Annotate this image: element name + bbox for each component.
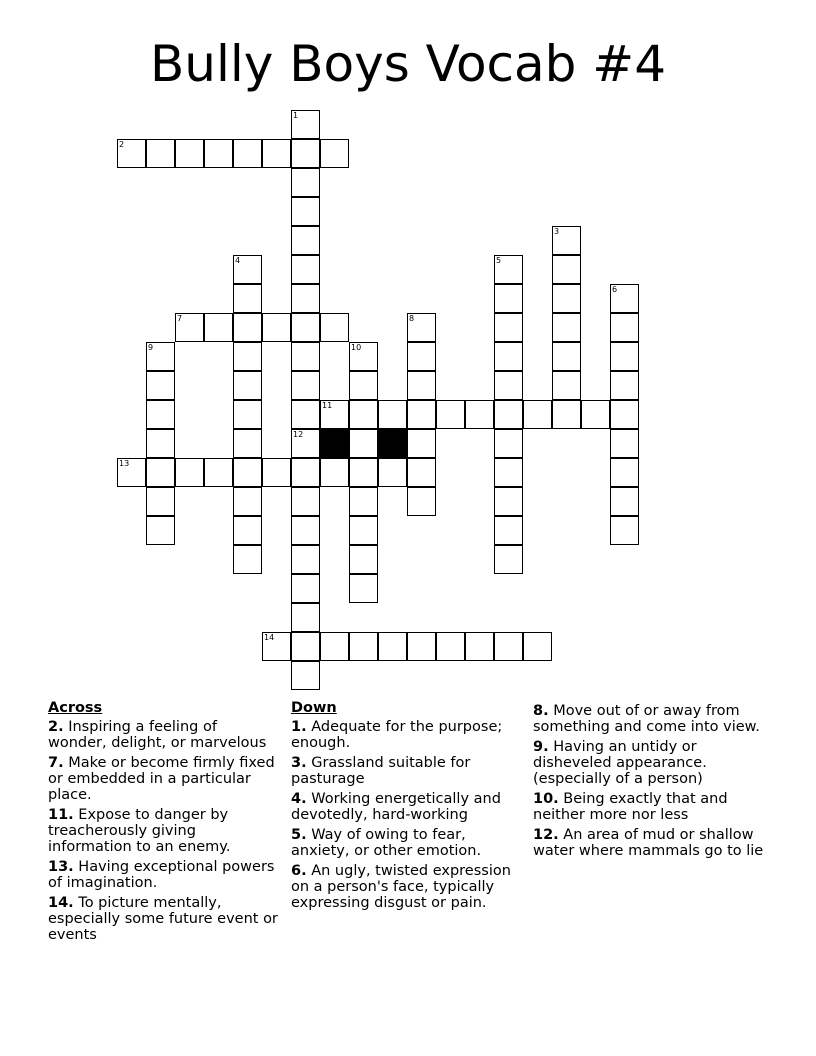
grid-cell[interactable]	[146, 516, 175, 545]
grid-cell[interactable]	[291, 632, 320, 661]
grid-cell[interactable]	[436, 400, 465, 429]
grid-cell[interactable]	[494, 284, 523, 313]
grid-cell[interactable]	[204, 139, 233, 168]
grid-cell[interactable]	[378, 400, 407, 429]
grid-cell[interactable]	[291, 255, 320, 284]
clue-text: Having an untidy or disheveled appearance. (especially of a person)	[533, 739, 707, 787]
grid-cell[interactable]	[349, 574, 378, 603]
grid-cell[interactable]	[291, 429, 320, 458]
grid-cell[interactable]	[465, 632, 494, 661]
clue-number: 13.	[48, 859, 74, 875]
grid-cell[interactable]	[494, 632, 523, 661]
cell-number: 1	[293, 111, 299, 120]
grid-cell[interactable]	[291, 661, 320, 690]
down-clues-column-1	[291, 700, 523, 915]
grid-cell[interactable]	[552, 371, 581, 400]
grid-cell[interactable]	[291, 110, 320, 139]
clue-down-3	[291, 755, 523, 787]
clue-number: 5.	[291, 827, 307, 843]
grid-cell[interactable]	[291, 284, 320, 313]
grid-cell[interactable]	[494, 371, 523, 400]
clue-number: 9.	[533, 739, 549, 755]
grid-cell[interactable]	[291, 313, 320, 342]
grid-cell[interactable]	[262, 313, 291, 342]
clue-across-7	[48, 755, 278, 803]
grid-cell[interactable]	[320, 400, 349, 429]
grid-cell[interactable]	[610, 516, 639, 545]
grid-cell[interactable]	[494, 545, 523, 574]
grid-cell[interactable]	[407, 313, 436, 342]
grid-cell[interactable]	[146, 400, 175, 429]
across-clues	[48, 700, 278, 947]
grid-cell[interactable]	[610, 458, 639, 487]
grid-cell[interactable]	[291, 400, 320, 429]
cell-number: 7	[177, 314, 183, 323]
clue-number: 11.	[48, 807, 74, 823]
grid-cell[interactable]	[494, 342, 523, 371]
clue-text: Way of owing to fear, anxiety, or other emotion.	[291, 827, 482, 859]
grid-cell[interactable]	[552, 284, 581, 313]
grid-cell[interactable]	[552, 400, 581, 429]
grid-cell[interactable]	[146, 139, 175, 168]
grid-cell[interactable]	[552, 313, 581, 342]
grid-cell[interactable]	[349, 516, 378, 545]
grid-cell[interactable]	[494, 429, 523, 458]
grid-cell[interactable]	[407, 487, 436, 516]
clue-number: 12.	[533, 827, 559, 843]
cell-number: 6	[612, 285, 618, 294]
grid-cell[interactable]	[146, 429, 175, 458]
grid-cell[interactable]	[291, 342, 320, 371]
grid-cell[interactable]	[349, 545, 378, 574]
grid-cell[interactable]	[610, 400, 639, 429]
grid-cell[interactable]	[407, 458, 436, 487]
clue-text: To picture mentally, especially some future event or events	[48, 895, 278, 943]
grid-cell[interactable]	[291, 168, 320, 197]
across-heading: Across	[48, 700, 103, 716]
grid-cell[interactable]	[320, 139, 349, 168]
grid-cell[interactable]	[233, 371, 262, 400]
clue-across-14	[48, 895, 278, 943]
clue-text: Working energetically and devotedly, hard-working	[291, 791, 501, 823]
grid-cell[interactable]	[233, 487, 262, 516]
grid-cell[interactable]	[204, 458, 233, 487]
cell-number: 3	[554, 227, 560, 236]
clue-number: 7.	[48, 755, 64, 771]
grid-cell[interactable]	[610, 487, 639, 516]
clue-text: Move out of or away from something and come into view.	[533, 703, 760, 735]
clue-text: Having exceptional powers of imagination.	[48, 859, 275, 891]
grid-cell[interactable]	[291, 458, 320, 487]
grid-cell[interactable]	[407, 632, 436, 661]
grid-cell[interactable]	[378, 632, 407, 661]
grid-cell[interactable]	[233, 545, 262, 574]
grid-cell[interactable]	[146, 371, 175, 400]
grid-cell[interactable]	[146, 487, 175, 516]
cell-number: 14	[264, 633, 275, 642]
grid-cell[interactable]	[552, 226, 581, 255]
clue-down-8	[533, 703, 773, 735]
cell-number: 13	[119, 459, 130, 468]
cell-number: 2	[119, 140, 125, 149]
grid-cell[interactable]	[610, 429, 639, 458]
clue-down-5	[291, 827, 523, 859]
clue-number: 10.	[533, 791, 559, 807]
grid-cell[interactable]	[610, 342, 639, 371]
grid-cell[interactable]	[407, 429, 436, 458]
grid-cell[interactable]	[581, 400, 610, 429]
clue-down-9	[533, 739, 773, 787]
cell-number: 4	[235, 256, 241, 265]
grid-cell[interactable]	[494, 313, 523, 342]
clue-down-12	[533, 827, 773, 859]
clue-text: Being exactly that and neither more nor less	[533, 791, 728, 823]
cell-number: 5	[496, 256, 502, 265]
clue-text: An ugly, twisted expression on a person's face, typically expressing disgust or pain.	[291, 863, 511, 911]
grid-cell[interactable]	[523, 632, 552, 661]
puzzle-title: Bully Boys Vocab #4	[149, 35, 667, 93]
grid-cell[interactable]	[146, 458, 175, 487]
clue-number: 2.	[48, 719, 64, 735]
grid-cell[interactable]	[233, 139, 262, 168]
grid-cell[interactable]	[349, 487, 378, 516]
grid-cell[interactable]	[610, 371, 639, 400]
grid-cell[interactable]	[349, 458, 378, 487]
grid-cell[interactable]	[291, 574, 320, 603]
grid-cell[interactable]	[291, 516, 320, 545]
clue-number: 8.	[533, 703, 549, 719]
grid-cell[interactable]	[610, 313, 639, 342]
clue-number: 14.	[48, 895, 74, 911]
grid-cell[interactable]	[465, 400, 494, 429]
cell-number: 9	[148, 343, 154, 352]
grid-cell[interactable]	[320, 458, 349, 487]
grid-cell[interactable]	[233, 429, 262, 458]
grid-cell[interactable]	[349, 400, 378, 429]
grid-cell[interactable]	[291, 545, 320, 574]
grid-cell[interactable]	[349, 342, 378, 371]
clue-number: 1.	[291, 719, 307, 735]
cell-number: 8	[409, 314, 415, 323]
grid-cell[interactable]	[233, 313, 262, 342]
grid-cell[interactable]	[407, 371, 436, 400]
grid-cell[interactable]	[494, 487, 523, 516]
blocked-cell	[378, 429, 407, 458]
grid-cell[interactable]	[407, 342, 436, 371]
grid-cell[interactable]	[523, 400, 552, 429]
grid-cell[interactable]	[117, 139, 146, 168]
grid-cell[interactable]	[204, 313, 233, 342]
grid-cell[interactable]	[233, 255, 262, 284]
down-clues-column-2	[533, 703, 773, 863]
grid-cell[interactable]	[291, 603, 320, 632]
grid-cell[interactable]	[494, 400, 523, 429]
blocked-cell	[320, 429, 349, 458]
grid-cell[interactable]	[146, 342, 175, 371]
clue-across-2	[48, 719, 278, 751]
grid-cell[interactable]	[262, 632, 291, 661]
clue-number: 6.	[291, 863, 307, 879]
grid-cell[interactable]	[494, 516, 523, 545]
clue-text: Grassland suitable for pasturage	[291, 755, 471, 787]
grid-cell[interactable]	[117, 458, 146, 487]
grid-cell[interactable]	[436, 632, 465, 661]
grid-cell[interactable]	[175, 458, 204, 487]
grid-cell[interactable]	[349, 632, 378, 661]
grid-cell[interactable]	[233, 516, 262, 545]
clue-number: 4.	[291, 791, 307, 807]
clue-across-13	[48, 859, 278, 891]
grid-cell[interactable]	[233, 400, 262, 429]
grid-cell[interactable]	[233, 284, 262, 313]
clue-text: Adequate for the purpose; enough.	[291, 719, 503, 751]
grid-cell[interactable]	[378, 458, 407, 487]
grid-cell[interactable]	[552, 342, 581, 371]
clue-text: Inspiring a feeling of wonder, delight, or marvelous	[48, 719, 267, 751]
grid-cell[interactable]	[291, 139, 320, 168]
cell-number: 11	[322, 401, 333, 410]
grid-cell[interactable]	[610, 284, 639, 313]
clue-down-10	[533, 791, 773, 823]
grid-cell[interactable]	[320, 313, 349, 342]
grid-cell[interactable]	[349, 429, 378, 458]
clue-text: An area of mud or shallow water where mammals go to lie	[533, 827, 764, 859]
cell-number: 12	[293, 430, 304, 439]
grid-cell[interactable]	[494, 255, 523, 284]
down-heading: Down	[291, 700, 337, 716]
clue-down-4	[291, 791, 523, 823]
grid-cell[interactable]	[291, 371, 320, 400]
grid-cell[interactable]	[349, 371, 378, 400]
grid-cell[interactable]	[262, 458, 291, 487]
grid-cell[interactable]	[175, 313, 204, 342]
grid-cell[interactable]	[175, 139, 204, 168]
clue-down-1	[291, 719, 523, 751]
clue-text: Make or become firmly fixed or embedded in a particular place.	[48, 755, 275, 803]
clue-across-11	[48, 807, 278, 855]
grid-cell[interactable]	[262, 139, 291, 168]
grid-cell[interactable]	[320, 632, 349, 661]
clue-number: 3.	[291, 755, 307, 771]
grid-cell[interactable]	[291, 197, 320, 226]
grid-cell[interactable]	[233, 342, 262, 371]
clue-down-6	[291, 863, 523, 911]
grid-cell[interactable]	[552, 255, 581, 284]
grid-cell[interactable]	[291, 226, 320, 255]
grid-cell[interactable]	[233, 458, 262, 487]
clue-text: Expose to danger by treacherously giving information to an enemy.	[48, 807, 231, 855]
grid-cell[interactable]	[494, 458, 523, 487]
grid-cell[interactable]	[291, 487, 320, 516]
grid-cell[interactable]	[407, 400, 436, 429]
cell-number: 10	[351, 343, 362, 352]
